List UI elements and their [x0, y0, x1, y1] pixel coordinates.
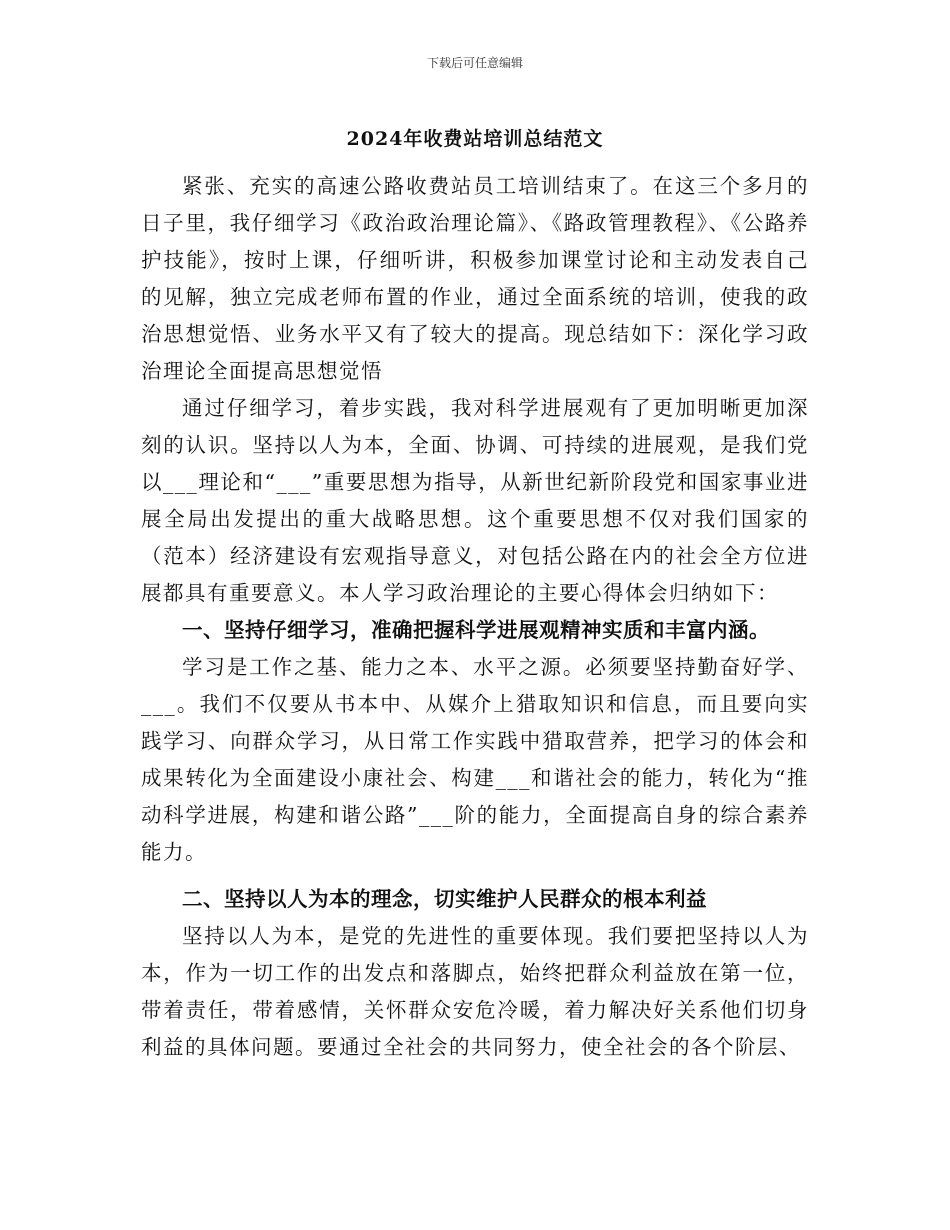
header-note: 下载后可任意编辑 — [426, 56, 523, 70]
section-heading-1: 一、坚持仔细学习，准确把握科学进展观精神实质和丰富内涵。 — [182, 618, 770, 642]
document-body — [141, 168, 809, 1066]
paragraph-study: 学习是工作之基、能力之本、水平之源。必须要坚持勤奋好学、___。我们不仅要从书本中、从媒介上猎取知识和信息，而且要向实践学习、向群众学习，从日常工作实践中猎取营养，把学习的体会和成果转化为全面建设小康社会、构建___和谐社会的能力，转化为“推动科学进展，构建和谐公路”___阶的能力，全面提高自身的综合素养能力。 — [141, 655, 809, 864]
document-title: 2024年收费站培训总结范文 — [346, 128, 604, 150]
paragraph-people-first: 坚持以人为本，是党的先进性的重要体现。我们要把坚持以人为本，作为一切工作的出发点和落脚点，始终把群众利益放在第一位，带着责任，带着感情，关怀群众安危冷暖，着力解决好关系他们切身利益的具体问题。要通过全社会的共同努力，使全社会的各个阶层、 — [141, 924, 809, 1059]
paragraph-intro: 紧张、充实的高速公路收费站员工培训结束了。在这三个多月的日子里，我仔细学习《政治政治理论篇》、《路政管理教程》、《公路养护技能》，按时上课，仔细听讲，积极参加课堂讨论和主动发表自己的见解，独立完成老师布置的作业，通过全面系统的培训，使我的政治思想觉悟、业务水平又有了较大的提高。现总结如下：深化学习政治理论全面提高思想觉悟 — [141, 174, 809, 383]
paragraph-understanding: 通过仔细学习，着步实践，我对科学进展观有了更加明晰更加深刻的认识。坚持以人为本，全面、协调、可持续的进展观，是我们党以___理论和“___”重要思想为指导，从新世纪新阶段党和国家事业进展全局出发提出的重大战略思想。这个重要思想不仅对我们国家的（范本）经济建设有宏观指导意义，对包括公路在内的社会全方位进展都具有重要意义。本人学习政治理论的主要心得体会归纳如下： — [141, 396, 809, 605]
section-heading-2: 二、坚持以人为本的理念，切实维护人民群众的根本利益 — [182, 887, 707, 911]
